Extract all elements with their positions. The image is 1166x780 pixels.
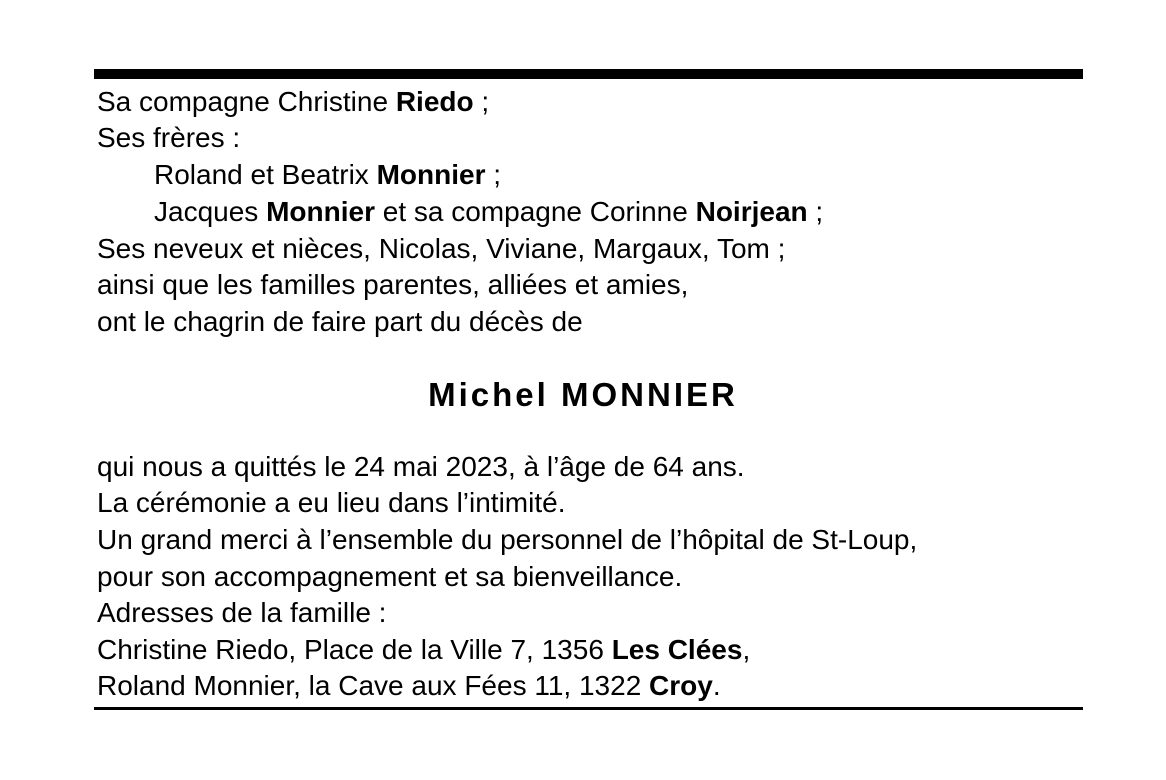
intro-line-announce-text: ont le chagrin de faire part du décès de [97, 306, 583, 337]
details-line-care-text: pour son accompagnement et sa bienveillance. [97, 561, 683, 592]
intro-line-jacques-end: ; [807, 196, 824, 227]
address-roland-text: Roland Monnier, la Cave aux Fées 11, 1322 [97, 670, 650, 701]
details-line-thanks-text: Un grand merci à l’ensemble du personnel de l’hôpital de St-Loup, [97, 524, 918, 555]
bottom-rule [94, 707, 1083, 710]
details-line-thanks [97, 523, 917, 557]
details-line-addresses-heading-text: Adresses de la famille : [97, 597, 387, 628]
details-line-address-roland [97, 669, 721, 703]
intro-line-partner-text: Sa compagne Christine [97, 86, 396, 117]
deceased-name: Michel MONNIER [428, 376, 738, 413]
intro-line-brothers-text: Ses frères : [97, 122, 241, 153]
details-line-ceremony [97, 486, 565, 520]
details-line-ceremony-text: La cérémonie a eu lieu dans l’intimité. [97, 487, 566, 518]
intro-line-brothers [97, 121, 240, 155]
intro-line-jacques [154, 195, 823, 229]
intro-line-roland-end: ; [485, 159, 502, 190]
details-line-date [97, 450, 745, 484]
top-rule [94, 69, 1083, 79]
details-line-address-christine [97, 633, 750, 667]
intro-line-roland [154, 158, 501, 192]
intro-line-partner [97, 85, 489, 119]
intro-line-roland-surname: Monnier [376, 159, 486, 190]
intro-line-nephews [97, 232, 785, 266]
intro-line-families-text: ainsi que les familles parentes, alliées et amies, [97, 269, 689, 300]
intro-line-jacques-surname: Monnier [266, 196, 375, 227]
intro-line-jacques-partner-surname: Noirjean [695, 196, 808, 227]
details-line-date-text: qui nous a quittés le 24 mai 2023, à l’âge de 64 ans. [97, 451, 745, 482]
intro-line-jacques-mid: et sa compagne Corinne [374, 196, 696, 227]
address-christine-end: , [742, 634, 751, 665]
address-roland-town: Croy [649, 670, 713, 701]
details-line-addresses-heading [97, 596, 386, 630]
details-line-care [97, 560, 682, 594]
intro-line-jacques-text: Jacques [154, 196, 267, 227]
intro-line-families [97, 268, 688, 302]
intro-line-announce [97, 305, 583, 339]
intro-line-nephews-text: Ses neveux et nièces, Nicolas, Viviane, Margaux, Tom ; [97, 233, 786, 264]
intro-line-partner-end: ; [473, 86, 490, 117]
address-christine-text: Christine Riedo, Place de la Ville 7, 1356 [97, 634, 612, 665]
intro-line-roland-text: Roland et Beatrix [154, 159, 377, 190]
intro-line-partner-surname: Riedo [395, 86, 474, 117]
address-roland-end: . [712, 670, 721, 701]
address-christine-town: Les Clées [611, 634, 743, 665]
